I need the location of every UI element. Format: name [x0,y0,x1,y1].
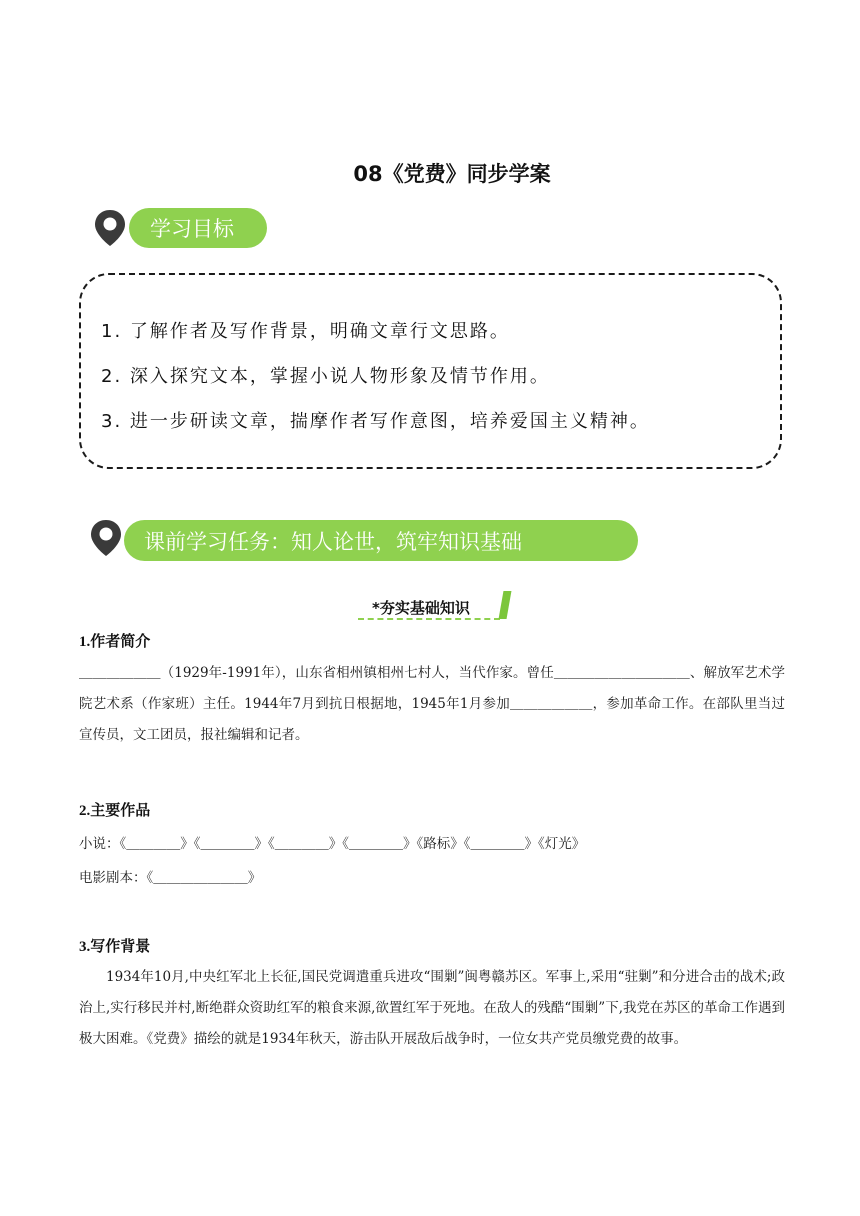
goal-item: 1. 了解作者及写作背景，明确文章行文思路。 [101,321,510,342]
subheading-accent-mark [499,591,512,619]
works-scripts: 电影剧本：《＿＿＿＿＿＿＿》 [79,870,262,886]
goal-item: 2. 深入探究文本，掌握小说人物形象及情节作用。 [101,366,550,387]
goal-item: 3. 进一步研读文章，揣摩作者写作意图，培养爱国主义精神。 [101,411,650,432]
works-heading: 2.主要作品 [79,803,151,819]
background-heading: 3.写作背景 [79,939,151,955]
author-paragraph: ＿＿＿＿＿＿（1929年-1991年），山东省相州镇相州七村人，当代作家。曾任＿＿＿＿＿＿＿＿＿＿、解放军艺术学院艺术系（作家班）主任。1944年7月到抗日根据地，1945年1月参加＿＿＿＿＿＿，参加革命工作。在部队里当过宣传员，文工团员，报社编辑和记者。 [79,665,785,743]
page-title: 08《党费》同步学案 [353,162,551,186]
author-heading: 1.作者简介 [79,634,151,650]
section-label-learning-goals: 学习目标 [129,208,267,248]
background-paragraph: 1934年10月,中央红军北上长征,国民党调遣重兵进攻“围剿”闽粤赣苏区。军事上,采用“驻剿”和分进合击的战术;政治上,实行移民并村,断绝群众资助红军的粮食来源,欲置红军于死地。在敌人的残酷“围剿”下,我党在苏区的革命工作遇到极大困难。《党费》描绘的就是1934年秋天，游击队开展敌后战争时，一位女共产党员缴党费的故事。 [79,969,785,1047]
subheading-underline [358,618,500,620]
location-pin-icon [93,208,127,248]
works-novels: 小说：《＿＿＿＿》《＿＿＿＿》《＿＿＿＿》《＿＿＿＿》《路标》《＿＿＿＿》《灯光》 [79,836,586,852]
section-label-preclass-task: 课前学习任务：知人论世，筑牢知识基础 [124,520,638,561]
location-pin-icon [89,518,123,558]
subheading-basic-knowledge: *夯实基础知识 [372,599,470,617]
